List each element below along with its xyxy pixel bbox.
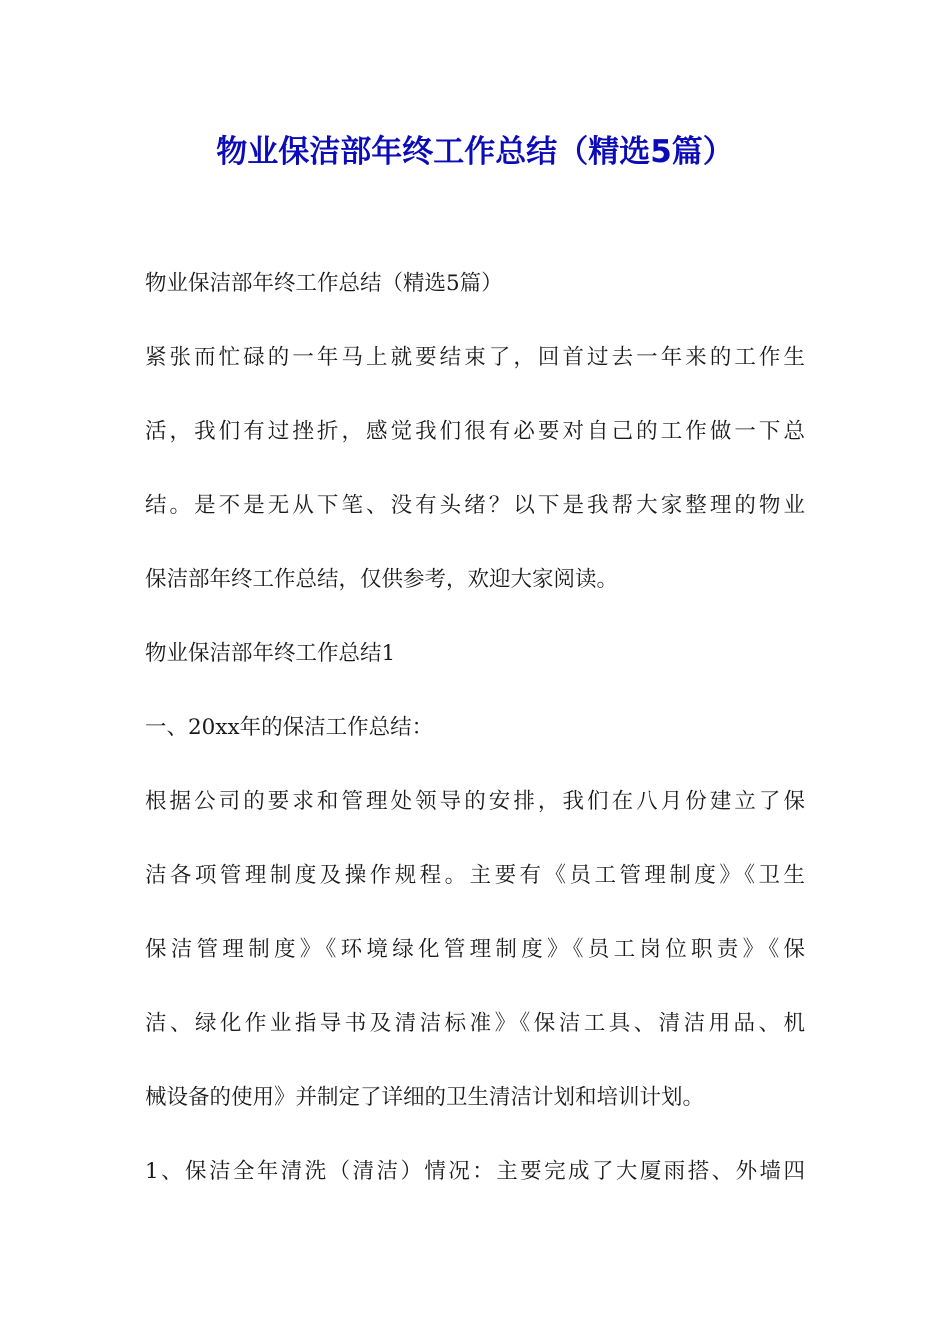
document-body [145,247,805,1209]
body-line-para3-1: 1、保洁全年清洗（清洁）情况：主要完成了大厦雨搭、外墙四 [145,1159,805,1184]
body-line-para2-2: 洁各项管理制度及操作规程。主要有《员工管理制度》《卫生 [145,863,805,888]
body-line-intro-4: 保洁部年终工作总结，仅供参考，欢迎大家阅读。 [145,567,619,592]
body-line-para2-1: 根据公司的要求和管理处领导的安排，我们在八月份建立了保 [145,789,805,814]
body-line-intro-3: 结。是不是无从下笔、没有头绪？以下是我帮大家整理的物业 [145,493,805,518]
body-line-subtitle: 物业保洁部年终工作总结（精选5篇） [145,271,503,296]
subsection-heading-1: 一、20xx年的保洁工作总结： [145,715,434,740]
document-title: 物业保洁部年终工作总结（精选5篇） [216,134,734,170]
body-line-intro-1: 紧张而忙碌的一年马上就要结束了，回首过去一年来的工作生 [145,345,805,370]
body-line-intro-2: 活，我们有过挫折，感觉我们很有必要对自己的工作做一下总 [145,419,805,444]
section-heading-1: 物业保洁部年终工作总结1 [145,641,396,666]
body-line-para2-4: 洁、绿化作业指导书及清洁标准》《保洁工具、清洁用品、机 [145,1011,805,1036]
body-line-para2-3: 保洁管理制度》《环境绿化管理制度》《员工岗位职责》《保 [145,937,805,962]
body-line-para2-5: 械设备的使用》并制定了详细的卫生清洁计划和培训计划。 [145,1085,705,1110]
